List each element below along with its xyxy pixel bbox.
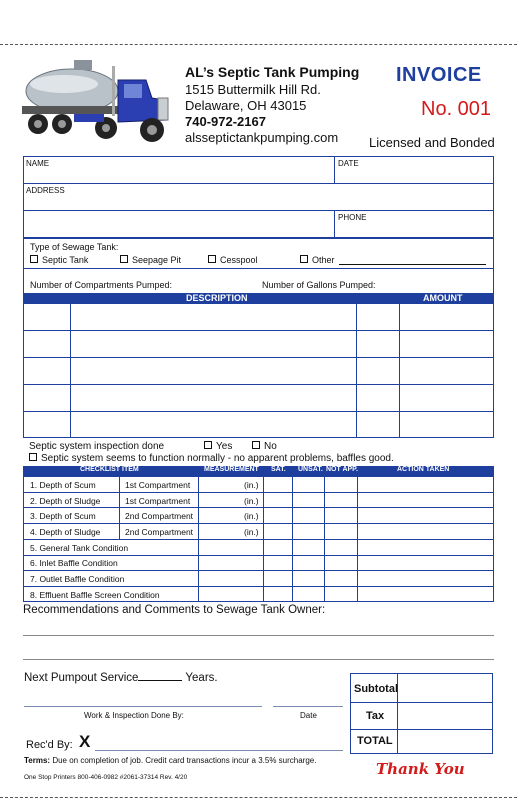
sewage-type-label: Type of Sewage Tank: [30,242,119,252]
perforation-top [0,44,517,45]
subtotal-amount-field[interactable] [400,676,490,700]
divider [334,156,335,183]
checkbox[interactable] [252,441,260,449]
checkbox[interactable] [300,255,308,263]
checklist-row-item: 3. Depth of Scum [30,511,96,521]
terms-text: Terms: Due on completion of job. Credit card transactions incur a 3.5% surcharge. [24,756,317,765]
recommendations-label: Recommendations and Comments to Sewage Tank Owner: [23,604,326,616]
unsat-header: UNSAT. [298,466,323,473]
comment-line[interactable] [23,635,494,636]
option-cesspool[interactable]: Cesspool [208,255,258,265]
checklist-row-unit: (in.) [244,511,259,521]
compartments-pumped-label: Number of Compartments Pumped: [30,280,173,290]
company-website: alsseptictankpumping.com [185,130,339,145]
action-taken-column[interactable] [358,477,493,601]
address-field[interactable] [70,187,490,234]
divider [350,729,493,730]
address-field-label: ADDRESS [26,186,65,195]
option-seepage-pit[interactable]: Seepage Pit [120,255,181,265]
inspection-no[interactable]: No [252,441,277,452]
checklist-row-compartment: 2nd Compartment [125,527,194,537]
divider [23,268,494,269]
years-blank[interactable] [138,670,182,681]
option-other[interactable]: Other [300,255,335,265]
option-septic-tank[interactable]: Septic Tank [30,255,88,265]
date-field-label: DATE [338,159,359,168]
checklist-row-item: 2. Depth of Sludge [30,496,101,506]
name-field[interactable] [60,160,330,180]
received-by-label: Rec'd By: [26,739,73,751]
description-header: DESCRIPTION [186,293,248,303]
divider [350,702,493,703]
work-signature-line[interactable] [24,706,262,707]
not-app-header: NOT APP. [326,466,358,473]
total-label: TOTAL [357,735,393,747]
checklist-row-unit: (in.) [244,480,259,490]
thank-you-text: Thank You [376,760,465,778]
received-signature-line[interactable] [95,750,343,751]
other-blank-line[interactable] [339,264,486,265]
checklist-row-item: 5. General Tank Condition [30,543,129,553]
measurement-header: MEASUREMENT [204,466,259,473]
checkbox[interactable] [29,453,37,461]
work-done-by-label: Work & Inspection Done By: [84,711,184,720]
checkbox[interactable] [208,255,216,263]
checklist-row-item: 4. Depth of Sludge [30,527,101,537]
checklist-item-header: CHECKLIST ITEM [80,466,139,473]
divider [356,304,357,438]
inspection-done-label: Septic system inspection done [29,441,165,452]
system-normal-option[interactable]: Septic system seems to function normally - no apparent problems, baffles good. [29,453,394,464]
perforation-bottom [0,797,517,798]
date-signature-line[interactable] [273,706,343,707]
amount-lines[interactable] [401,306,492,436]
tax-amount-field[interactable] [400,705,490,727]
action-taken-header: ACTION TAKEN [397,466,450,473]
checklist-row-item: 8. Effluent Baffle Screen Condition [30,590,160,600]
total-amount-field[interactable] [400,732,490,752]
licensed-bonded: Licensed and Bonded [369,135,495,150]
checklist-row-compartment: 1st Compartment [125,496,191,506]
checklist-row-compartment: 2nd Compartment [125,511,194,521]
invoice-number: No. 001 [421,98,492,120]
divider [70,304,71,438]
company-address-line1: 1515 Buttermilk Hill Rd. [185,82,321,97]
name-field-label: NAME [26,159,50,168]
checklist-row-item: 6. Inlet Baffle Condition [30,558,118,568]
checklist-row-unit: (in.) [244,527,259,537]
printer-credit: One Stop Printers 800-406-0982 #2061-37314 Rev. 4/20 [24,774,188,781]
checklist-row-item: 1. Depth of Scum [30,480,96,490]
checkbox[interactable] [30,255,38,263]
checklist-row-compartment: 1st Compartment [125,480,191,490]
inspection-yes[interactable]: Yes [204,441,232,452]
company-phone: 740-972-2167 [185,114,266,129]
checkbox[interactable] [204,441,212,449]
next-pumpout-label: Next Pumpout Service Years. [24,672,218,684]
company-name: AL’s Septic Tank Pumping [185,64,360,80]
checklist-row-unit: (in.) [244,496,259,506]
signature-x-mark: X [79,732,91,751]
checklist-row-item: 7. Outlet Baffle Condition [30,574,125,584]
invoice-title: INVOICE [396,64,482,86]
septic-truck-illustration [14,58,176,158]
sat-header: SAT. [271,466,286,473]
gallons-pumped-label: Number of Gallons Pumped: [262,280,376,290]
amount-header: AMOUNT [423,293,463,303]
divider [23,183,494,184]
tax-label: Tax [366,710,385,722]
company-address-line2: Delaware, OH 43015 [185,98,307,113]
phone-field-label: PHONE [338,213,367,222]
date-label: Date [300,711,317,720]
checkbox[interactable] [120,255,128,263]
description-lines[interactable] [72,306,354,436]
divider [399,304,400,438]
subtotal-label: Subtotal [354,683,398,695]
date-field[interactable] [360,160,490,180]
comment-line[interactable] [23,659,494,660]
